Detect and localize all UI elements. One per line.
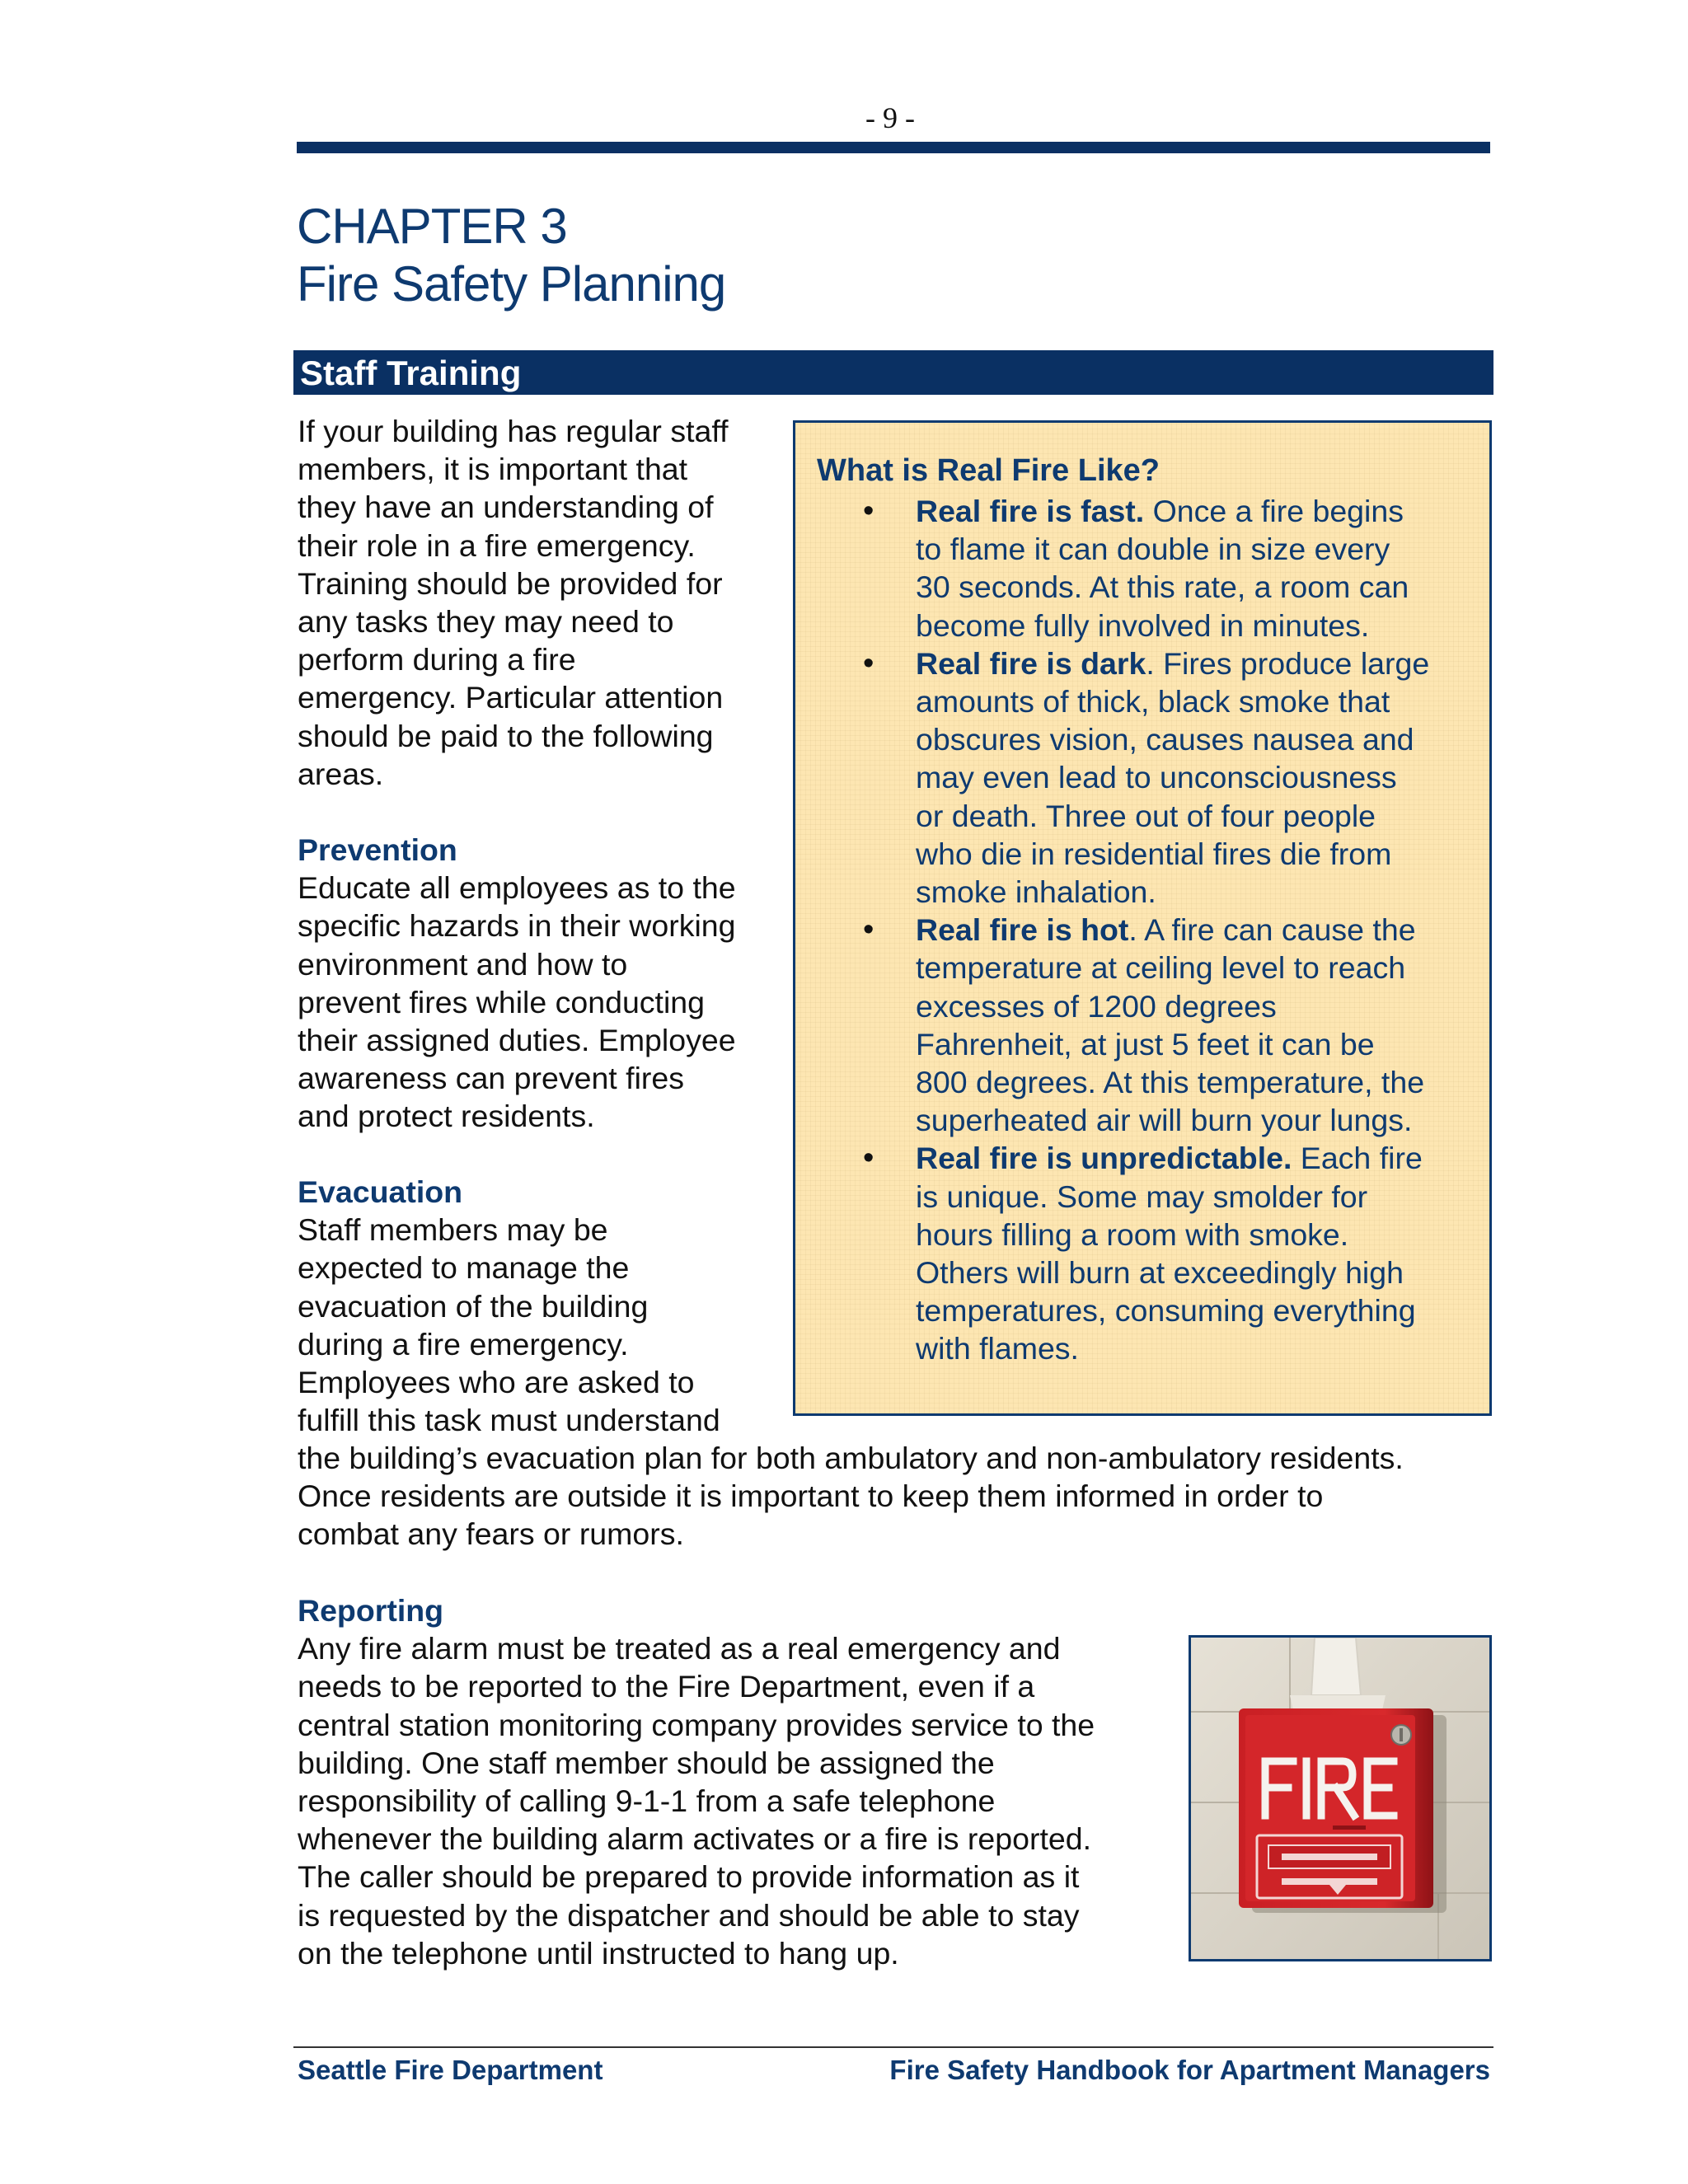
bullet-lead: Real fire is hot (916, 912, 1129, 948)
text-line: members, it is important that (298, 452, 688, 487)
bullet-text: hours filling a room with smoke. (916, 1216, 1349, 1252)
fire-alarm-pull-station-icon (1191, 1638, 1489, 1959)
text-line: responsibility of calling 9-1-1 from a safe telephone (298, 1783, 996, 1819)
bullet-text: superheated air will burn your lungs. (916, 1103, 1413, 1138)
text-line: expected to manage the (298, 1250, 630, 1286)
text-line: fulfill this task must understand (298, 1403, 720, 1438)
bullet-text: who die in residential fires die from (916, 836, 1392, 871)
reporting-heading: Reporting (298, 1593, 444, 1628)
text-line: the building’s evacuation plan for both ambulatory and non-ambulatory residents. (298, 1441, 1404, 1475)
bullet-text: with flames. (916, 1331, 1079, 1366)
bullet-icon: • (863, 494, 874, 528)
text-line: during a fire emergency. (298, 1326, 629, 1361)
bullet-icon: • (863, 645, 874, 681)
text-line: needs to be reported to the Fire Department, even if a (298, 1669, 1035, 1704)
text-line: on the telephone until instructed to hang up. (298, 1935, 899, 1971)
prevention-heading: Prevention (298, 832, 457, 867)
bullet-text: . A fire can cause the (1128, 912, 1416, 948)
text-line: they have an understanding of (298, 490, 714, 525)
callout-bullet-fast (817, 492, 1473, 644)
chapter-title (297, 198, 725, 313)
reporting-section (298, 1591, 1171, 1972)
text-line: and protect residents. (298, 1099, 595, 1134)
text-line: central station monitoring company provides service to the (298, 1707, 1095, 1742)
text-line: areas. (298, 756, 384, 791)
callout-title: What is Real Fire Like? (817, 453, 1160, 488)
header-rule (297, 142, 1490, 153)
callout-bullet-hot (817, 911, 1473, 1139)
fire-alarm-photo (1189, 1635, 1492, 1961)
bullet-text: is unique. Some may smolder for (916, 1179, 1368, 1214)
text-line: Educate all employees as to the (298, 870, 736, 906)
bullet-text: become fully involved in minutes. (916, 607, 1370, 643)
prevention-section (298, 831, 784, 1136)
bullet-text: to flame it can double in size every (916, 532, 1390, 567)
text-line: The caller should be prepared to provide information as it (298, 1859, 1080, 1895)
bullet-text: temperature at ceiling level to reach (916, 950, 1406, 986)
footer-rule (293, 2046, 1493, 2048)
text-line: evacuation of the building (298, 1288, 649, 1324)
bullet-text: Once a fire begins (1144, 494, 1404, 528)
text-line: Staff members may be (298, 1212, 608, 1248)
text-line: whenever the building alarm activates or a fire is reported. (298, 1821, 1091, 1857)
text-line: their assigned duties. Employee (298, 1023, 736, 1058)
bullet-text: Fahrenheit, at just 5 feet it can be (916, 1026, 1375, 1062)
bullet-text: Each fire (1292, 1141, 1423, 1176)
bullet-text: temperatures, consuming everything (916, 1293, 1416, 1329)
real-fire-callout (793, 420, 1492, 1416)
bullet-text: excesses of 1200 degrees (916, 988, 1277, 1024)
bullet-text: Others will burn at exceedingly high (916, 1255, 1404, 1291)
text-line: is requested by the dispatcher and should be able to stay (298, 1897, 1080, 1933)
text-line: building. One staff member should be assigned the (298, 1745, 995, 1780)
bullet-text: or death. Three out of four people (916, 798, 1376, 833)
bullet-lead: Real fire is dark (916, 645, 1146, 681)
chapter-number: CHAPTER 3 (297, 199, 567, 254)
bullet-lead: Real fire is fast. (916, 494, 1145, 528)
text-line: emergency. Particular attention (298, 680, 724, 715)
text-line: any tasks they may need to (298, 604, 674, 640)
text-line: awareness can prevent fires (298, 1061, 684, 1096)
bullet-lead: Real fire is unpredictable. (916, 1141, 1292, 1176)
text-line: combat any fears or rumors. (298, 1516, 684, 1552)
footer-organization: Seattle Fire Department (298, 2055, 603, 2085)
intro-paragraph (298, 412, 784, 793)
text-line: If your building has regular staff (298, 414, 729, 448)
text-line: Employees who are asked to (298, 1365, 695, 1400)
callout-list (817, 492, 1473, 1368)
evacuation-heading: Evacuation (298, 1174, 463, 1209)
text-line: environment and how to (298, 946, 628, 982)
callout-bullet-dark (817, 644, 1473, 911)
text-line: their role in a fire emergency. (298, 527, 696, 563)
bullet-icon: • (863, 1141, 874, 1176)
bullet-text: 30 seconds. At this rate, a room can (916, 569, 1409, 605)
bullet-text: smoke inhalation. (916, 874, 1156, 910)
section-heading-staff-training: Staff Training (293, 350, 1493, 395)
text-line: Training should be provided for (298, 565, 723, 601)
bullet-text: . Fires produce large (1146, 645, 1430, 681)
text-line: Any fire alarm must be treated as a real emergency and (298, 1631, 1061, 1666)
text-line: Once residents are outside it is important to keep them informed in order to (298, 1479, 1324, 1514)
text-line: specific hazards in their working (298, 908, 736, 944)
callout-bullet-unpredictable (817, 1139, 1473, 1367)
text-line: prevent fires while conducting (298, 984, 706, 1019)
chapter-name: Fire Safety Planning (297, 256, 726, 312)
evacuation-continued (298, 1439, 1501, 1554)
bullet-text: 800 degrees. At this temperature, the (916, 1065, 1425, 1100)
bullet-text: obscures vision, causes nausea and (916, 722, 1414, 757)
evacuation-section (298, 1173, 784, 1439)
bullet-text: may even lead to unconsciousness (916, 760, 1397, 795)
page-number: - 9 - (865, 101, 915, 134)
bullet-text: amounts of thick, black smoke that (916, 684, 1390, 719)
footer-document-title: Fire Safety Handbook for Apartment Managers (889, 2055, 1490, 2085)
text-line: perform during a fire (298, 642, 576, 677)
text-line: should be paid to the following (298, 718, 714, 753)
bullet-icon: • (863, 912, 874, 948)
